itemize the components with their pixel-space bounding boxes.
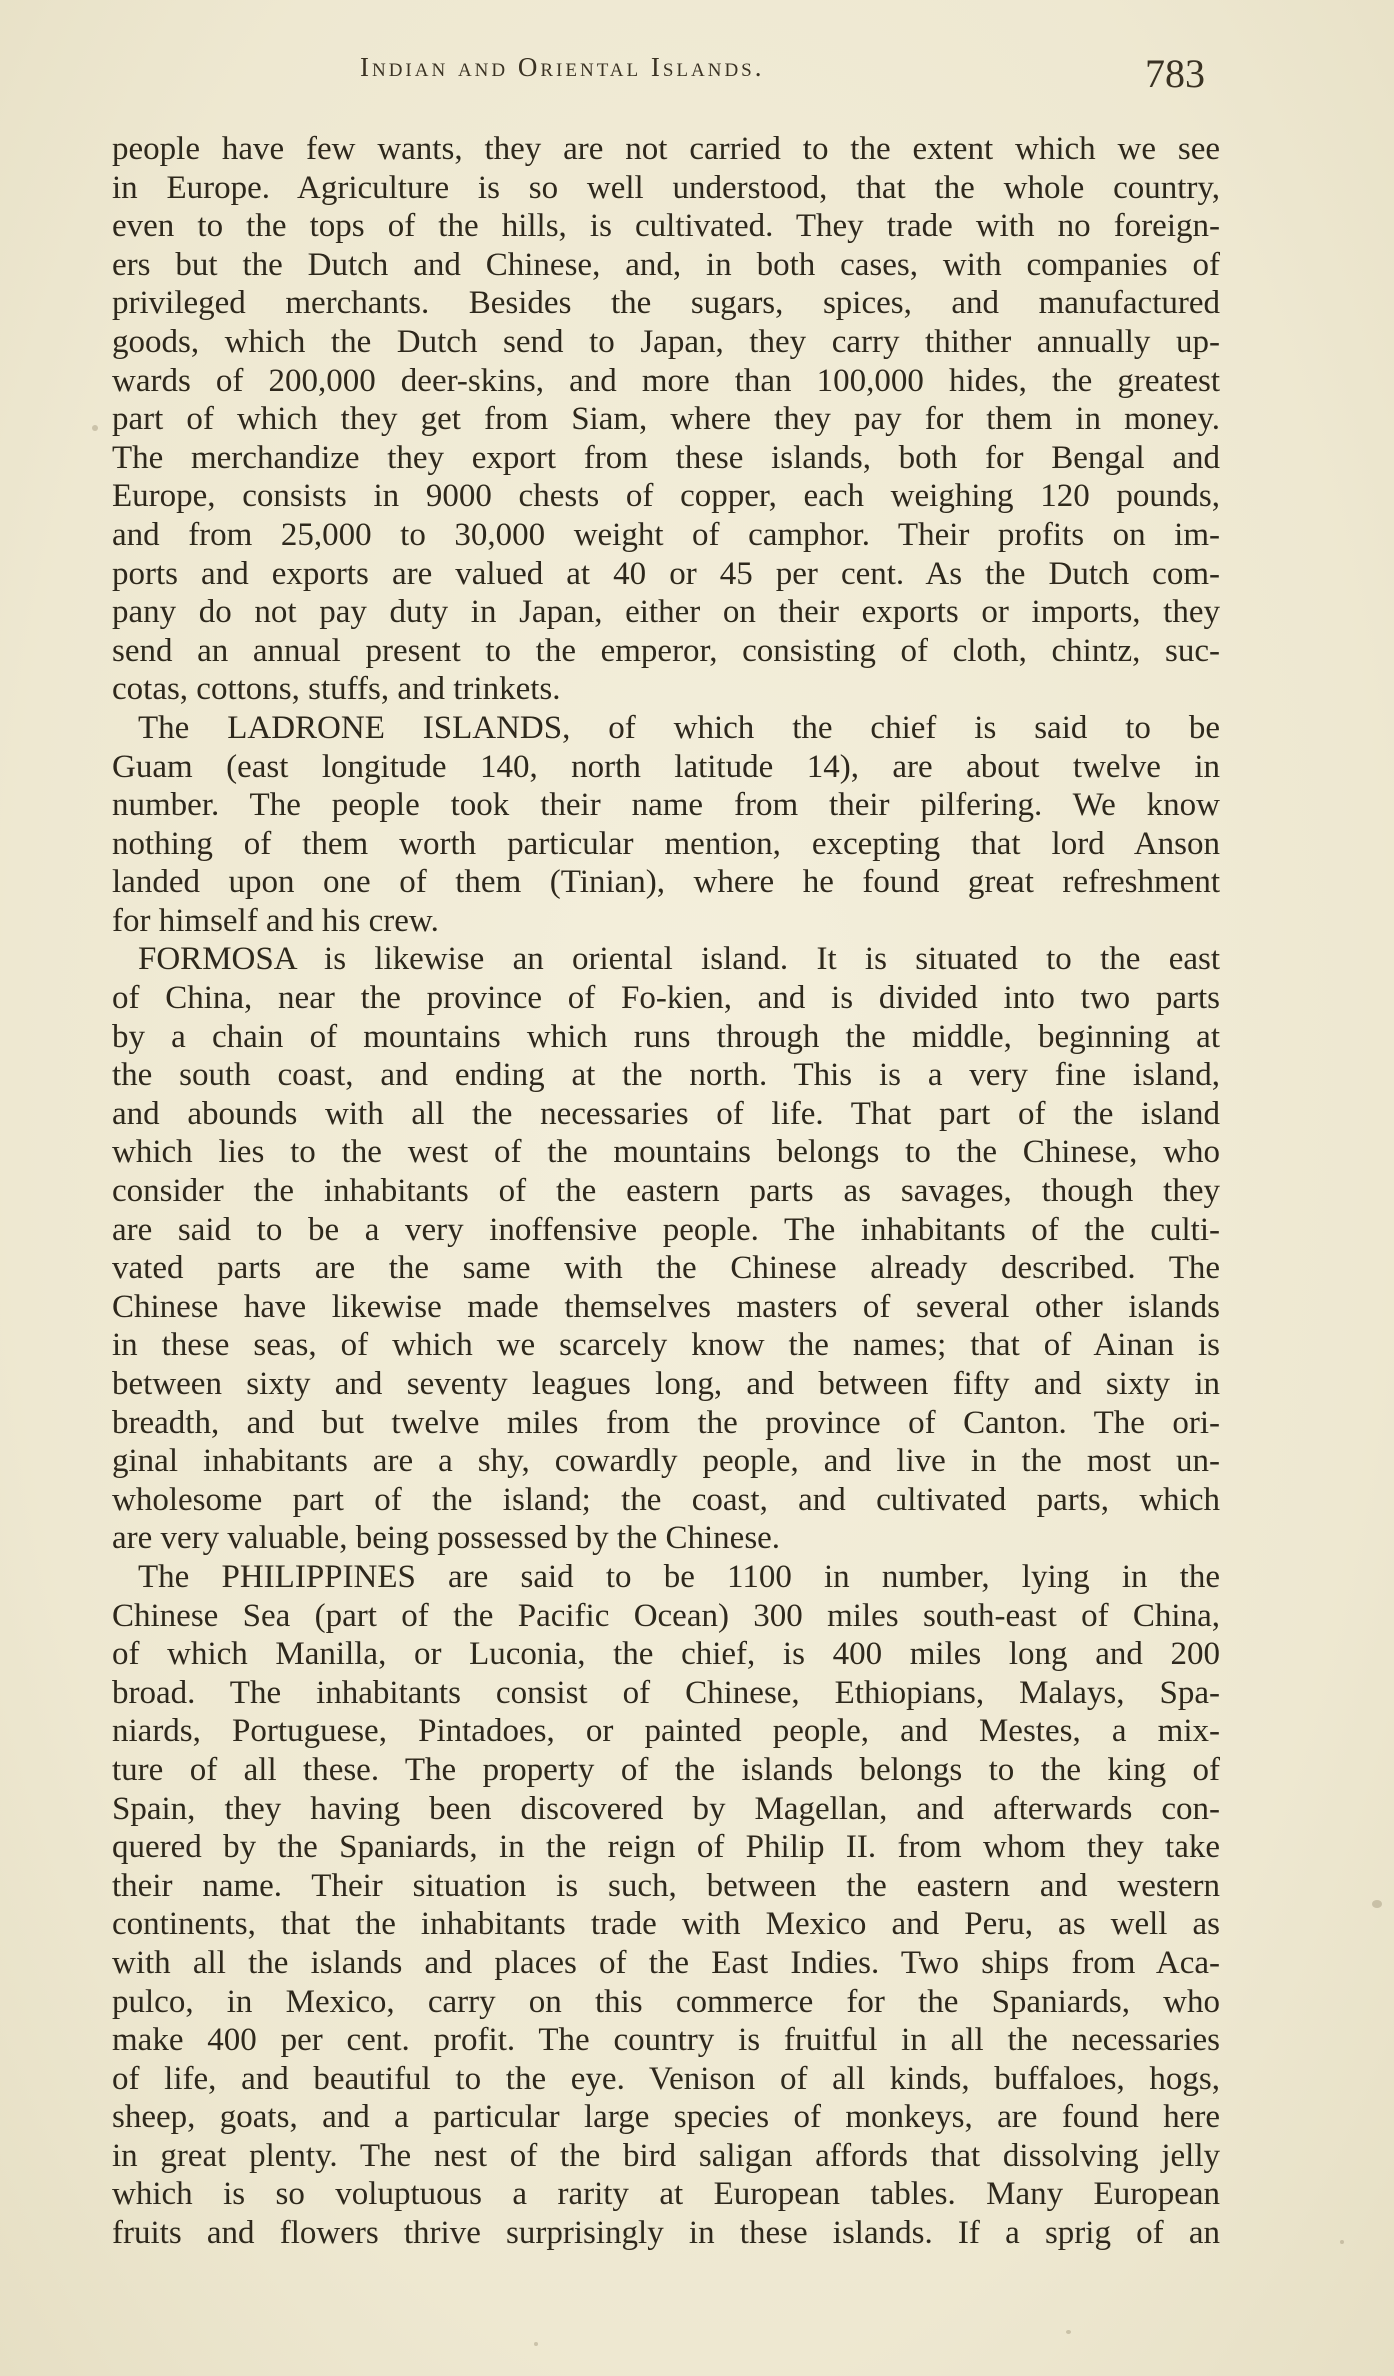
text-line: of China, near the province of Fo-kien, and is divided into two parts	[112, 980, 1220, 1017]
paper-speck	[1372, 1900, 1382, 1908]
text-line: of life, and beautiful to the eye. Venison of all kinds, buffaloes, hogs,	[112, 2060, 1220, 2097]
body-text	[112, 130, 1220, 2291]
text-line: Guam (east longitude 140, north latitude 14), are about twelve in	[112, 748, 1220, 785]
text-line: nothing of them worth particular mention, excepting that lord Anson	[112, 825, 1220, 862]
text-line: The merchandize they export from these islands, both for Bengal and	[112, 439, 1220, 476]
text-line: niards, Portuguese, Pintadoes, or painted people, and Mestes, a mix-	[112, 1713, 1220, 1750]
text-line: ports and exports are valued at 40 or 45 per cent. As the Dutch com-	[112, 555, 1220, 592]
text-line: which lies to the west of the mountains belongs to the Chinese, who	[112, 1134, 1220, 1171]
text-line: goods, which the Dutch send to Japan, they carry thither annually up-	[112, 323, 1220, 360]
text-line: of which Manilla, or Luconia, the chief, is 400 miles long and 200	[112, 1636, 1220, 1673]
paragraph-end-line: for himself and his crew.	[112, 902, 439, 939]
text-line: which is so voluptuous a rarity at European tables. Many European	[112, 2176, 1220, 2213]
text-line: pulco, in Mexico, carry on this commerce for the Spaniards, who	[112, 1983, 1220, 2020]
paper-speck	[92, 425, 98, 431]
text-line: even to the tops of the hills, is cultivated. They trade with no foreign-	[112, 208, 1220, 245]
paragraph-start-ladrone: The LADRONE ISLANDS, of which the chief is said to be	[138, 709, 1220, 746]
text-line: continents, that the inhabitants trade with Mexico and Peru, as well as	[112, 1906, 1220, 1943]
text-line: landed upon one of them (Tinian), where he found great refreshment	[112, 864, 1220, 901]
paragraph-end-line: are very valuable, being possessed by the Chinese.	[112, 1520, 781, 1557]
text-line: Chinese Sea (part of the Pacific Ocean) 300 miles south-east of China,	[112, 1597, 1220, 1634]
text-line: ers but the Dutch and Chinese, and, in both cases, with companies of	[112, 246, 1220, 283]
running-title: Indian and Oriental Islands.	[360, 52, 765, 82]
text-line: people have few wants, they are not carried to the extent which we see	[112, 131, 1220, 167]
text-line: consider the inhabitants of the eastern parts as savages, though they	[112, 1173, 1220, 1210]
text-line	[112, 2253, 1220, 2292]
paragraph-end-line: cotas, cottons, stuffs, and trinkets.	[112, 671, 561, 708]
text-line: Spain, they having been discovered by Magellan, and afterwards con-	[112, 1790, 1220, 1827]
text-line: sheep, goats, and a particular large species of monkeys, are found here	[112, 2099, 1220, 2136]
text-line: breadth, and but twelve miles from the province of Canton. The ori-	[112, 1404, 1220, 1441]
text-line: with all the islands and places of the East Indies. Two ships from Aca-	[112, 1944, 1220, 1981]
text-line: pany do not pay duty in Japan, either on their exports or imports, they	[112, 594, 1220, 631]
text-line: part of which they get from Siam, where they pay for them in money.	[112, 401, 1220, 438]
text-line: their name. Their situation is such, between the eastern and western	[112, 1867, 1220, 1904]
text-line: and abounds with all the necessaries of life. That part of the island	[112, 1095, 1220, 1132]
text-line: between sixty and seventy leagues long, and between fifty and sixty in	[112, 1366, 1220, 1402]
text-line: privileged merchants. Besides the sugars, spices, and manufactured	[112, 285, 1220, 322]
text-line: in these seas, of which we scarcely know the names; that of Ainan is	[112, 1327, 1220, 1364]
page-number: 783	[1145, 51, 1205, 96]
paper-speck	[534, 2342, 538, 2346]
text-line: in great plenty. The nest of the bird saligan affords that dissolving jelly	[112, 2137, 1220, 2174]
text-line: by a chain of mountains which runs through the middle, beginning at	[112, 1018, 1220, 1055]
text-line: and from 25,000 to 30,000 weight of camphor. Their profits on im-	[112, 516, 1220, 553]
paragraph-start-philippines: The PHILIPPINES are said to be 1100 in number, lying in the	[138, 1558, 1220, 1595]
paper-speck	[1066, 2330, 1071, 2334]
text-line: ture of all these. The property of the islands belongs to the king of	[112, 1751, 1220, 1788]
text-line: broad. The inhabitants consist of Chinese, Ethiopians, Malays, Spa-	[112, 1674, 1220, 1711]
text-line: make 400 per cent. profit. The country is fruitful in all the necessaries	[112, 2022, 1220, 2059]
text-line: Chinese have likewise made themselves masters of several other islands	[112, 1288, 1220, 1325]
text-line: fruits and flowers thrive surprisingly in these islands. If a sprig of an	[112, 2215, 1220, 2252]
text-line: wholesome part of the island; the coast, and cultivated parts, which	[112, 1481, 1220, 1518]
text-line: ginal inhabitants are a shy, cowardly people, and live in the most un-	[112, 1443, 1220, 1480]
text-line: vated parts are the same with the Chinese already described. The	[112, 1250, 1220, 1287]
text-line: Europe, consists in 9000 chests of copper, each weighing 120 pounds,	[112, 478, 1220, 515]
text-line: wards of 200,000 deer-skins, and more than 100,000 hides, the greatest	[112, 362, 1220, 399]
text-line: number. The people took their name from their pilfering. We know	[112, 787, 1220, 824]
text-line: send an annual present to the emperor, consisting of cloth, chintz, suc-	[112, 632, 1220, 669]
paper-speck	[1340, 2240, 1344, 2244]
text-line: are said to be a very inoffensive people. The inhabitants of the culti-	[112, 1211, 1220, 1248]
text-line: in Europe. Agriculture is so well understood, that the whole country,	[112, 169, 1220, 206]
paragraph-start-formosa: FORMOSA is likewise an oriental island. It is situated to the east	[138, 941, 1220, 978]
text-line: quered by the Spaniards, in the reign of Philip II. from whom they take	[112, 1829, 1220, 1866]
text-line: the south coast, and ending at the north. This is a very fine island,	[112, 1057, 1220, 1094]
